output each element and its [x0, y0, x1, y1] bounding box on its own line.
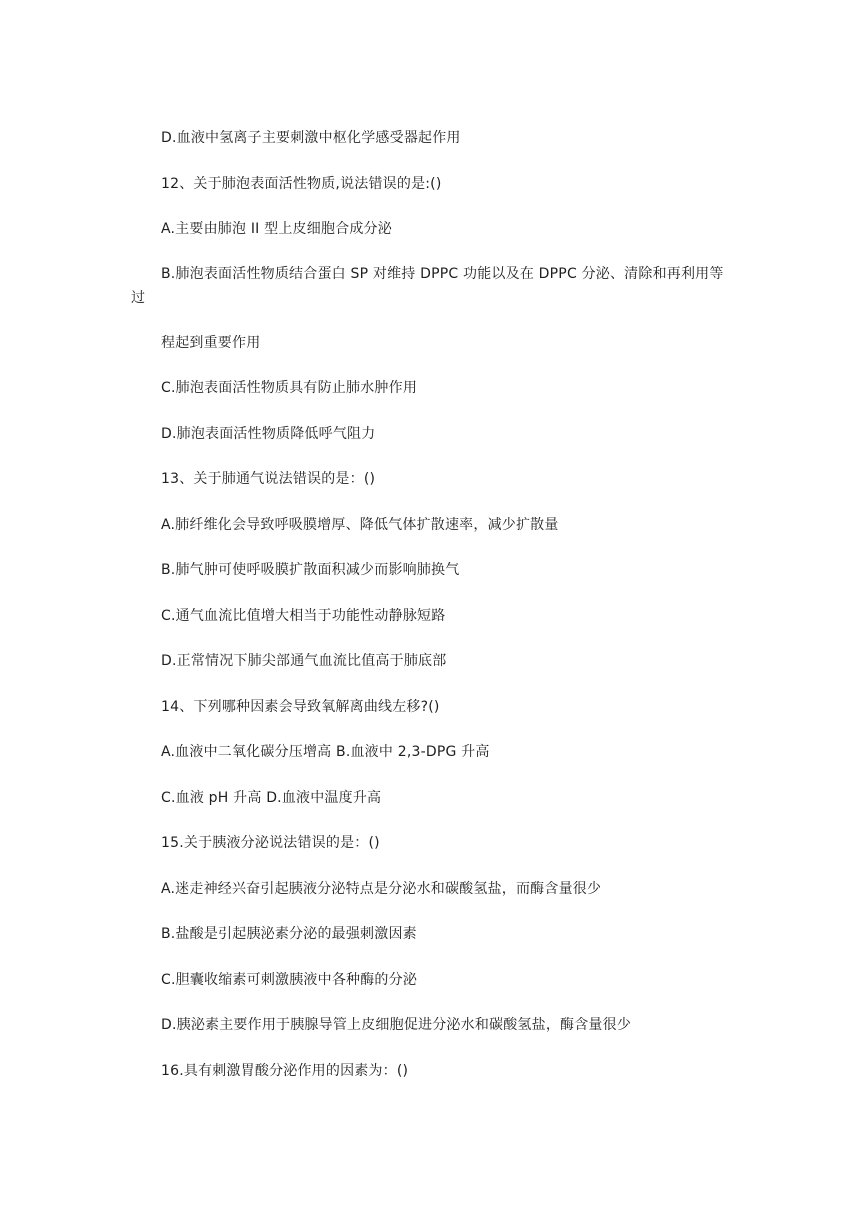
option-11-d: D.血液中氢离子主要刺激中枢化学感受器起作用 — [161, 130, 461, 146]
question-13: 13、关于肺通气说法错误的是：() — [161, 471, 376, 487]
question-12: 12、关于肺泡表面活性物质,说法错误的是:() — [161, 176, 442, 192]
option-15-a: A.迷走神经兴奋引起胰液分泌特点是分泌水和碳酸氢盐，而酶含量很少 — [161, 881, 602, 897]
option-13-b: B.肺气肿可使呼吸膜扩散面积减少而影响肺换气 — [161, 562, 460, 578]
option-12-b: B.肺泡表面活性物质结合蛋白 SP 对维持 DPPC 功能以及在 DPPC 分泌、清除和再利用等 — [161, 266, 724, 282]
option-13-a: A.肺纤维化会导致呼吸膜增厚、降低气体扩散速率，减少扩散量 — [161, 517, 559, 533]
option-12-a: A.主要由肺泡 II 型上皮细胞合成分泌 — [161, 221, 392, 237]
question-15: 15.关于胰液分泌说法错误的是：() — [161, 835, 380, 851]
option-14-ab: A.血液中二氧化碳分压增高 B.血液中 2,3-DPG 升高 — [161, 744, 490, 760]
option-14-cd: C.血液 pH 升高 D.血液中温度升高 — [161, 790, 382, 806]
option-15-c: C.胆囊收缩素可刺激胰液中各种酶的分泌 — [161, 972, 418, 988]
option-13-c: C.通气血流比值增大相当于功能性动静脉短路 — [161, 608, 446, 624]
option-15-d: D.胰泌素主要作用于胰腺导管上皮细胞促进分泌水和碳酸氢盐，酶含量很少 — [161, 1017, 632, 1033]
option-12-b-wrap: 过 — [131, 290, 146, 306]
question-14: 14、下列哪种因素会导致氧解离曲线左移?() — [161, 699, 440, 715]
question-16: 16.具有刺激胃酸分泌作用的因素为：() — [161, 1063, 409, 1079]
option-12-d: D.肺泡表面活性物质降低呼气阻力 — [161, 426, 376, 442]
option-15-b: B.盐酸是引起胰泌素分泌的最强刺激因素 — [161, 926, 417, 942]
option-13-d: D.正常情况下肺尖部通气血流比值高于肺底部 — [161, 653, 447, 669]
option-12-c: C.肺泡表面活性物质具有防止肺水肿作用 — [161, 380, 418, 396]
option-12-b-continuation: 程起到重要作用 — [161, 335, 261, 351]
